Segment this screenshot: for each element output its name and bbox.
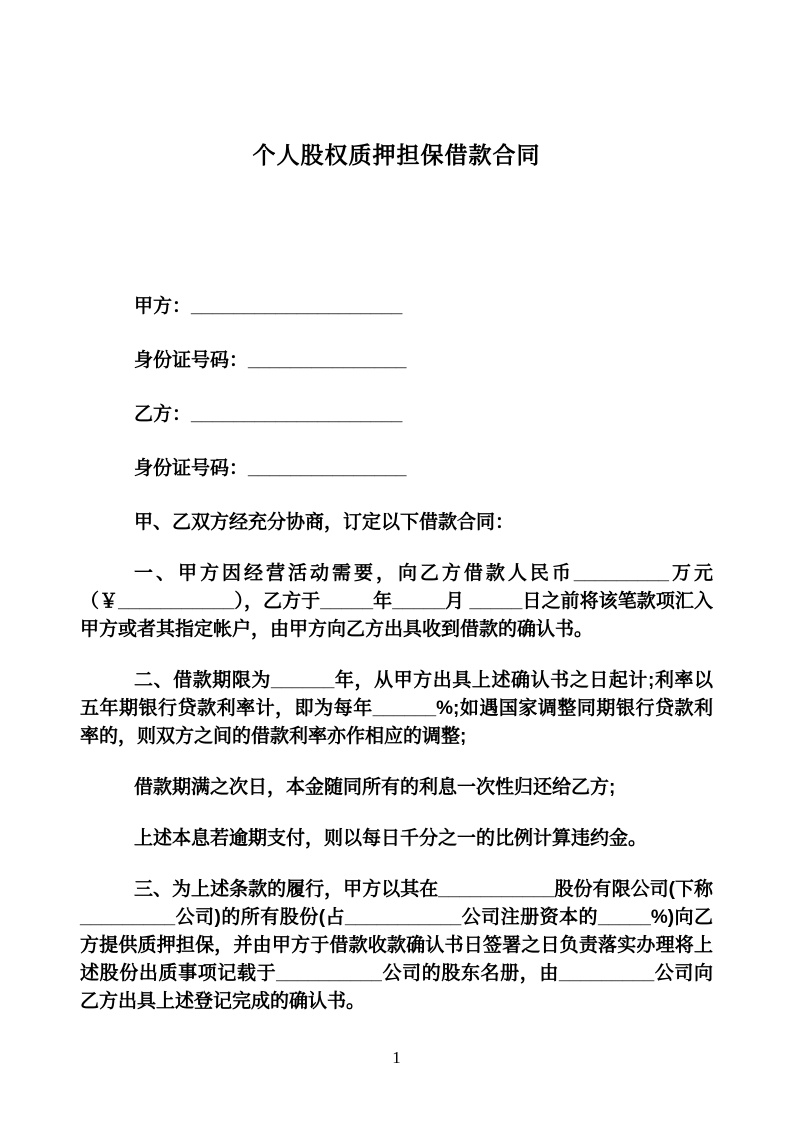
clause-1-paragraph: 一、甲方因经营活动需要，向乙方借款人民币_________万元（￥___________），乙方于_____年_____月 _____日之前将该笔款项汇入甲方或者其指定帐户，由甲方向乙方出具收到借款的确认书。 xyxy=(80,563,713,640)
penalty-paragraph: 上述本息若逾期支付，则以每日千分之一的比例计算违约金。 xyxy=(134,828,648,849)
document-content xyxy=(80,0,713,1039)
party-a-field: 甲方：____________________ xyxy=(134,296,403,317)
intro-paragraph: 甲、乙双方经充分协商，订定以下借款合同： xyxy=(134,512,515,533)
repayment-paragraph: 借款期满之次日，本金随同所有的利息一次性归还给乙方; xyxy=(134,777,616,798)
page-number: 1 xyxy=(392,1048,401,1067)
party-b-field: 乙方：____________________ xyxy=(134,404,403,425)
party-a-id-field: 身份证号码：_______________ xyxy=(134,350,407,371)
document-title: 个人股权质押担保借款合同 xyxy=(252,142,541,168)
party-fields xyxy=(80,293,713,483)
party-b-id-field: 身份证号码：_______________ xyxy=(134,458,407,479)
clause-2-paragraph: 二、借款期限为______年，从甲方出具上述确认书之日起计;利率以五年期银行贷款利率计，即为每年______%;如遇国家调整同期银行贷款利率的，则双方之间的借款利率亦作相应的调整; xyxy=(80,670,713,747)
clause-3-paragraph: 三、为上述条款的履行，甲方以其在___________股份有限公司(下称_________公司)的所有股份(占___________公司注册资本的_____%)向乙方提供质押担保，并由甲方于借款收款确认书日签署之日负责落实办理将上述股份出质事项记载于__________公司的股东名册，由_________公司向乙方出具上述登记完成的确认书。 xyxy=(80,879,713,1012)
